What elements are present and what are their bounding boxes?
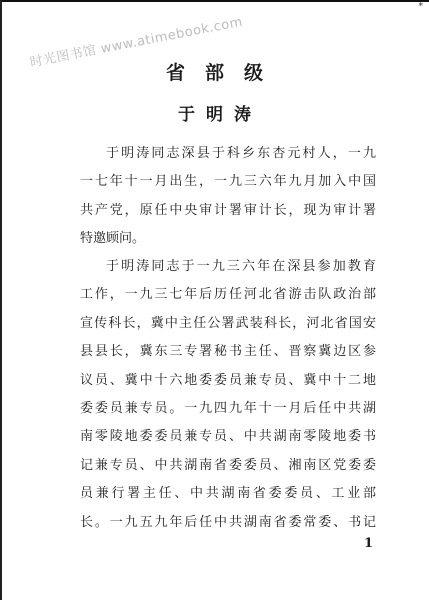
text-line: 共产党，原任中央审计署审计长，现为审计署 [80,202,376,218]
corner-mark: * [418,2,423,12]
text-line: 宣传科长，冀中主任公署武装科长，河北省国安 [80,315,376,331]
page-number: 1 [364,536,374,551]
text-line: 特邀顾问。 [80,231,146,247]
text-line: 南零陵地委委员兼专员、中共湖南零陵地委书 [80,429,376,445]
paragraph-1 [80,140,376,254]
page-left-border [0,0,2,600]
text-line: 工作，一九三七年后历任河北省游击队政治部 [80,287,376,303]
watermark: 时光图书馆 www.atimebook.com [28,14,245,71]
text-line: 一七年十一月出生，一九三六年九月加入中国 [80,174,376,190]
section-title: 省部级 [165,62,283,84]
text-line: 委委员兼专员。一九四九年十一月后任中共湖 [80,400,376,416]
text-line: 员兼行署主任、中共湖南省委委员、工业部 [80,486,376,502]
text-line: 长。一九五九年后任中共湖南省委常委、书记 [80,514,376,530]
text-line: 于明涛同志于一九三六年在深县参加教育 [106,259,376,274]
text-line: 议员、冀中十六地委委员兼专员、冀中十二地 [80,372,376,388]
text-line: 县县长，冀东三专署秘书主任、晋察冀边区参 [80,344,376,360]
text-line: 于明涛同志深县于科乡东杏元村人，一九 [106,146,376,161]
page-top-border [0,0,429,2]
paragraph-2 [80,253,376,537]
person-name-heading: 于明涛 [178,105,262,125]
text-line: 记兼专员、中共湖南省委委员、湘南区党委委 [80,457,376,473]
